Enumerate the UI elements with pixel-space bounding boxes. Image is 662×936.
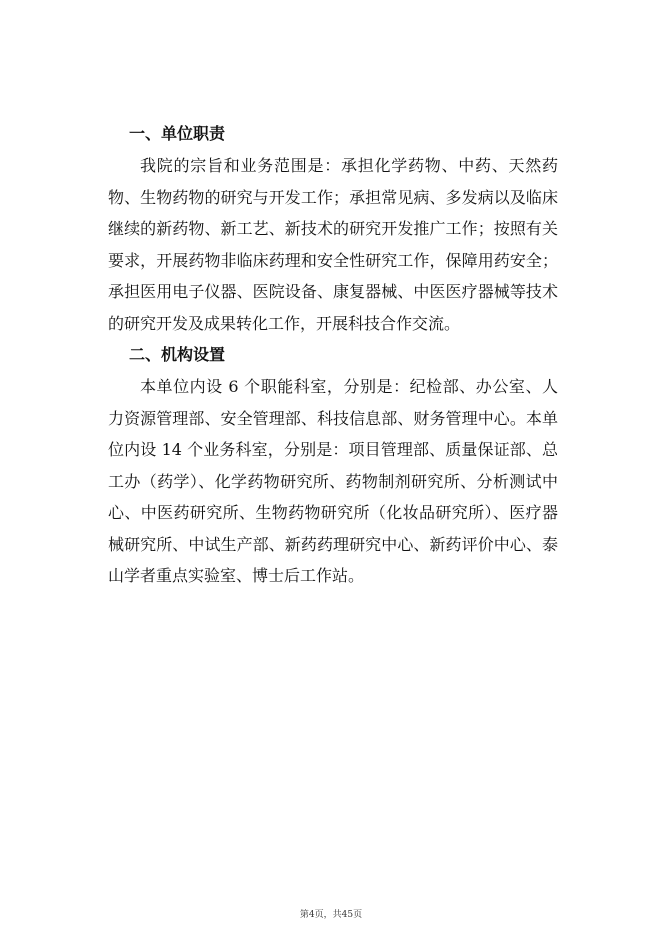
- page-number-footer: 第4页，共45页: [299, 910, 363, 920]
- document-body: [108, 118, 558, 592]
- section-paragraph-responsibilities: 我院的宗旨和业务范围是：承担化学药物、中药、天然药物、生物药物的研究与开发工作；承担常见病、多发病以及临床继续的新药物、新工艺、新技术的研究开发推广工作；按照有关要求，开展药物非临床药理和安全性研究工作，保障用药安全；承担医用电子仪器、医院设备、康复器械、中医医疗器械等技术的研究开发及成果转化工作，开展科技合作交流。: [108, 156, 558, 333]
- section-heading-responsibilities: 一、单位职责: [129, 124, 226, 143]
- section-paragraph-organization: 本单位内设 6 个职能科室，分别是：纪检部、办公室、人力资源管理部、安全管理部、科技信息部、财务管理中心。本单位内设 14 个业务科室，分别是：项目管理部、质量保证部、总工办（药学）、化学药物研究所、药物制剂研究所、分析测试中心、中医药研究所、生物药物研究所（化妆品研究所）、医疗器械研究所、中试生产部、新药药理研究中心、新药评价中心、泰山学者重点实验室、博士后工作站。: [108, 377, 558, 585]
- section-heading-organization: 二、机构设置: [129, 345, 226, 364]
